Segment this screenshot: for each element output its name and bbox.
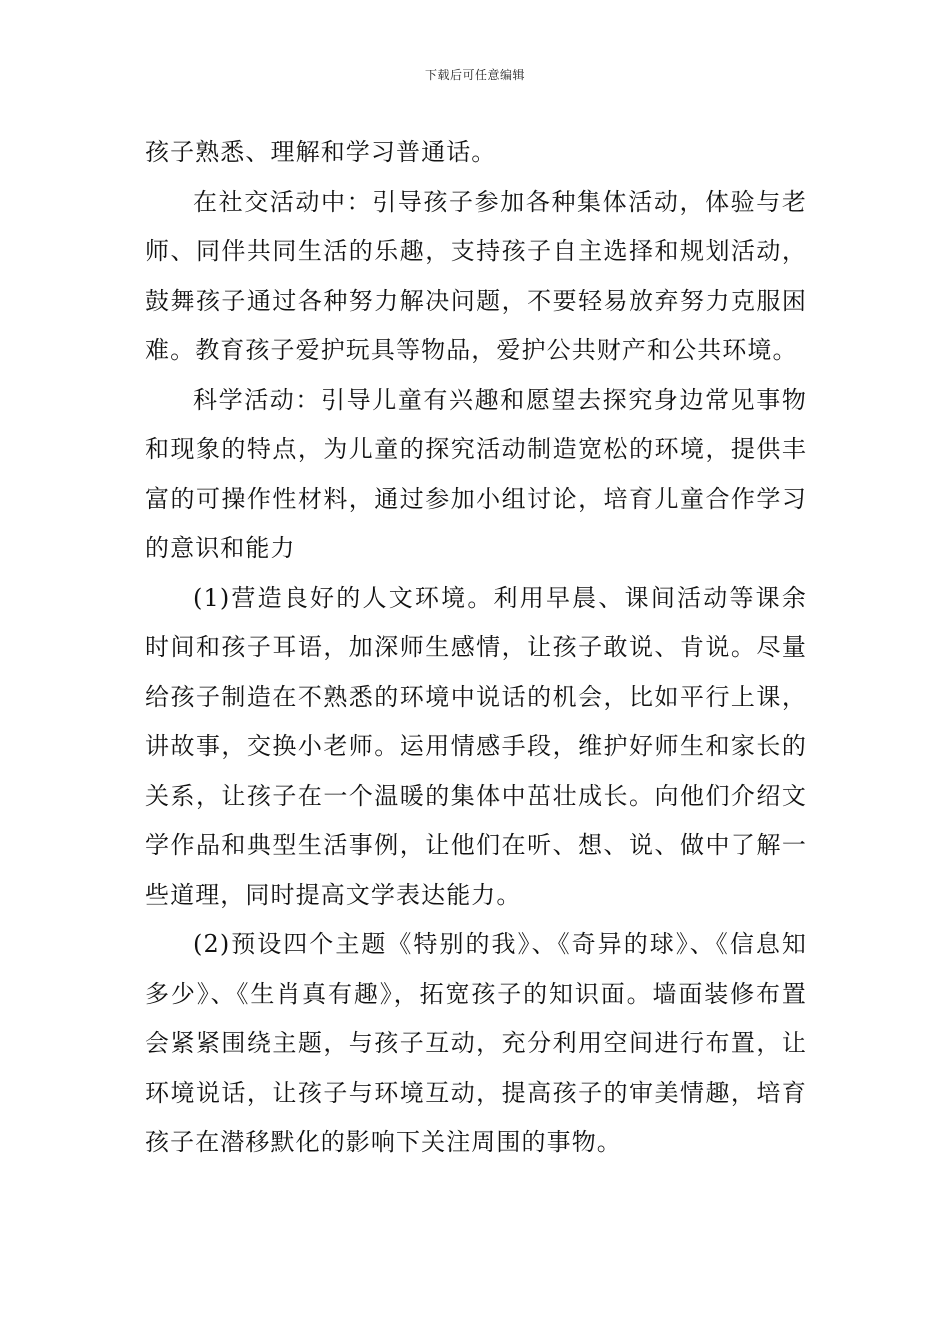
paragraph-preset-themes: (2)预设四个主题《特别的我》、《奇异的球》、《信息知多少》、《生肖真有趣》，拓宽孩子的知识面。墙面装修布置会紧紧围绕主题，与孩子互动，充分利用空间进行布置，让环境说话，让孩子与环境互动，提高孩子的审美情趣，培育孩子在潜移默化的影响下关注周围的事物。	[145, 930, 807, 1156]
paragraph-social-activities: 在社交活动中：引导孩子参加各种集体活动，体验与老师、同伴共同生活的乐趣，支持孩子自主选择和规划活动，鼓舞孩子通过各种努力解决问题，不要轻易放弃努力克服困难。教育孩子爱护玩具等物品，爱护公共财产和公共环境。	[145, 187, 807, 364]
paragraph-continuation: 孩子熟悉、理解和学习普通话。	[145, 138, 497, 166]
page-header: 下载后可任意编辑	[424, 68, 525, 82]
paragraph-humanistic-environment: (1)营造良好的人文环境。利用早晨、课间活动等课余时间和孩子耳语，加深师生感情，让孩子敢说、肯说。尽量给孩子制造在不熟悉的环境中说话的机会，比如平行上课，讲故事，交换小老师。运用情感手段，维护好师生和家长的关系，让孩子在一个温暖的集体中茁壮成长。向他们介绍文学作品和典型生活事例，让他们在听、想、说、做中了解一些道理，同时提高文学表达能力。	[145, 583, 807, 909]
document-body	[145, 128, 807, 1168]
paragraph-science-activities: 科学活动：引导儿童有兴趣和愿望去探究身边常见事物和现象的特点，为儿童的探究活动制造宽松的环境，提供丰富的可操作性材料，通过参加小组讨论，培育儿童合作学习的意识和能力	[145, 385, 807, 562]
